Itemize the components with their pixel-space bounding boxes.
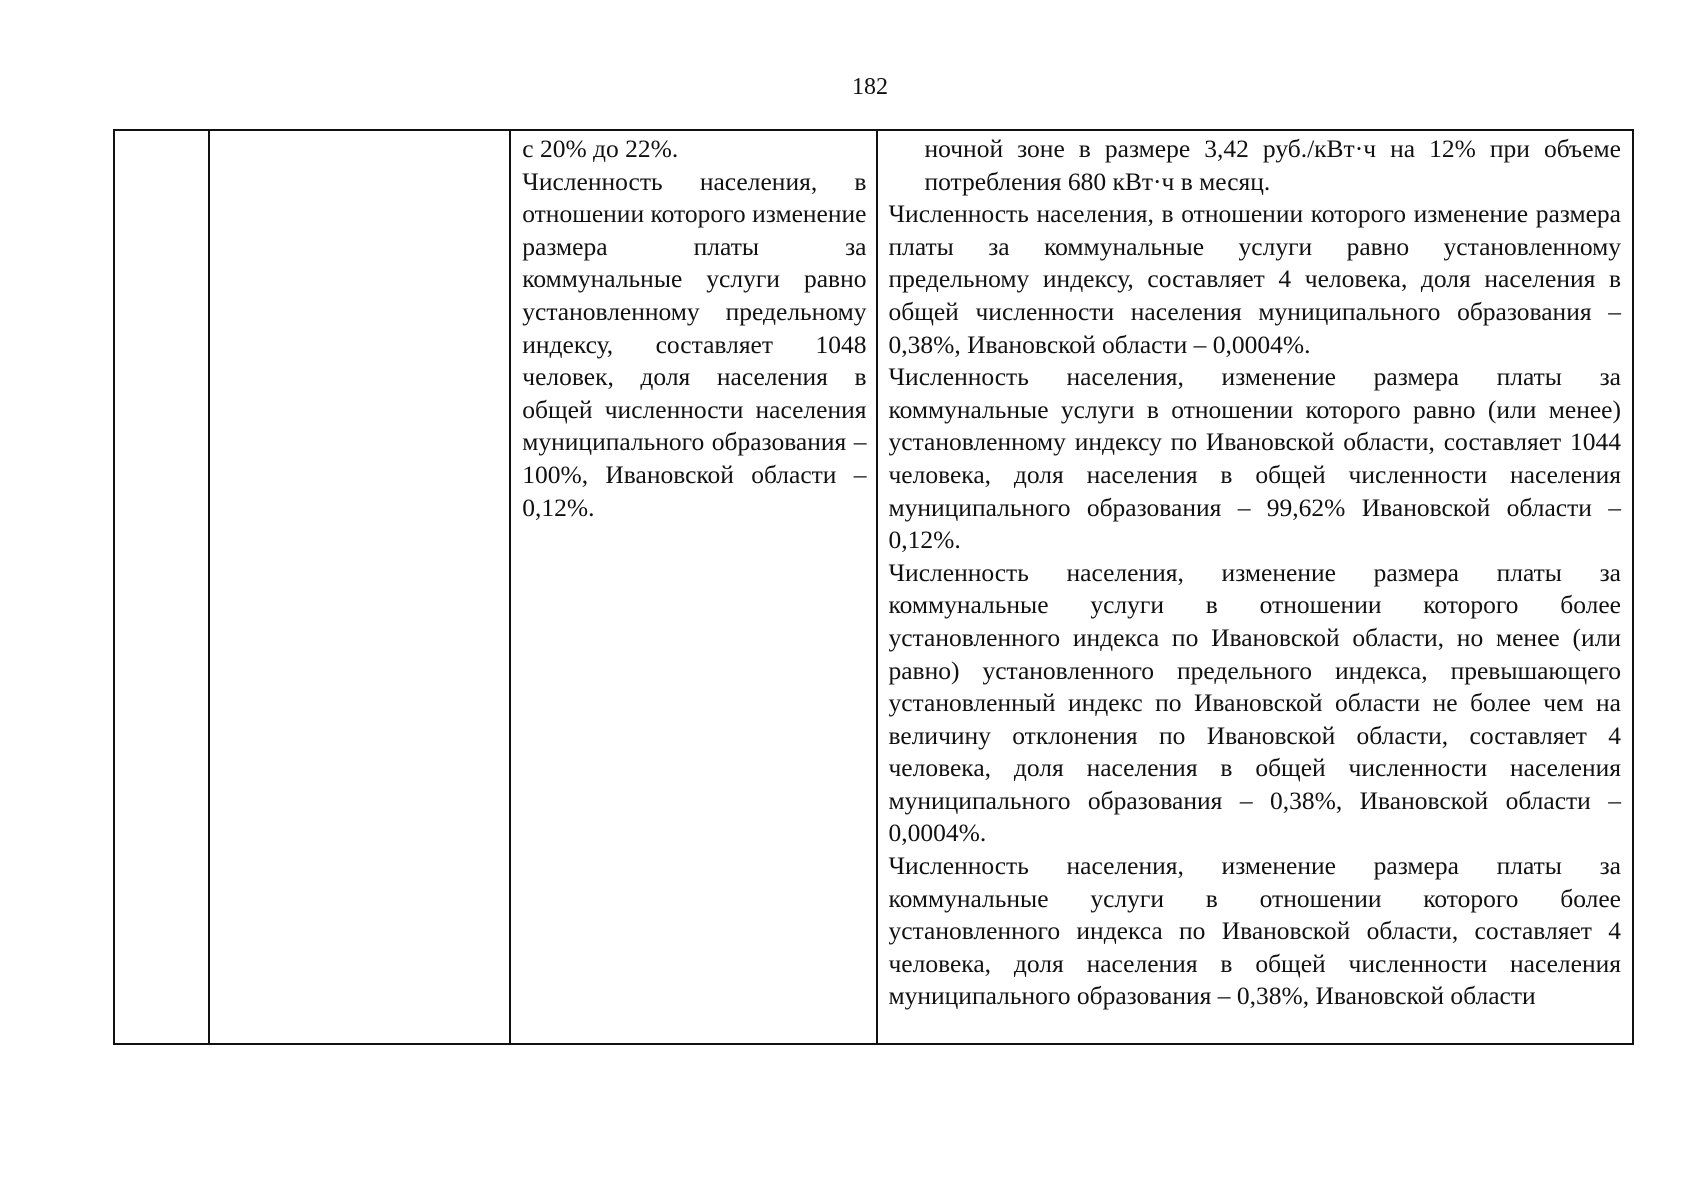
document-table: [113, 129, 1634, 1045]
cell-paragraph: ночной зоне в размере 3,42 руб./кВт·ч на 12% при объеме потребления 680 кВт·ч в месяц.: [924, 134, 1621, 196]
cell-paragraph: Численность населения, изменение размера платы за коммунальные услуги в отношении которого более установленного индекса по Ивановской области, но менее (или равно) установленного предельного индекса, превышающего установленный индекс по Ивановской области не более чем на величину отклонения по Ивановской области, составляет 4 человека, доля населения в общей численности населения муниципального образования – 0,38%, Ивановской области – 0,0004%.: [888, 557, 1621, 848]
cell-paragraph: Численность населения, изменение размера платы за коммунальные услуги в отношении которого более установленного индекса по Ивановской области, составляет 4 человека, доля населения в общей численности населения муниципального образования – 0,38%, Ивановской области: [888, 851, 1621, 1011]
table-cell-number: [114, 130, 209, 1044]
cell-paragraph: Численность населения, в отношении которого изменение размера платы за коммунальные услуги равно установленному предельному индексу, составляет 4 человека, доля населения в общей численности населения муниципального образования – 0,38%, Ивановской области – 0,0004%.: [888, 199, 1621, 359]
table-cell-name: [209, 130, 510, 1044]
page-number: 182: [852, 74, 888, 100]
cell-paragraph: Численность населения, изменение размера платы за коммунальные услуги в отношении которого равно (или менее) установленному индексу по Ивановской области, составляет 1044 человека, доля населения в общей численности населения муниципального образования – 99,62% Ивановской области – 0,12%.: [888, 362, 1621, 555]
cell-paragraph: с 20% до 22%.: [522, 134, 679, 163]
cell-paragraph: Численность населения, в отношении которого изменение размера платы за коммунальные услуги равно установленному предельному индексу, составляет 1048 человек, доля населения в общей численности населения муниципального образования – 100%, Ивановской области – 0,12%.: [522, 166, 867, 522]
table-cell-previous-indicators: [510, 130, 877, 1044]
table-row: [114, 130, 1633, 1044]
table-cell-current-indicators: [877, 130, 1633, 1044]
